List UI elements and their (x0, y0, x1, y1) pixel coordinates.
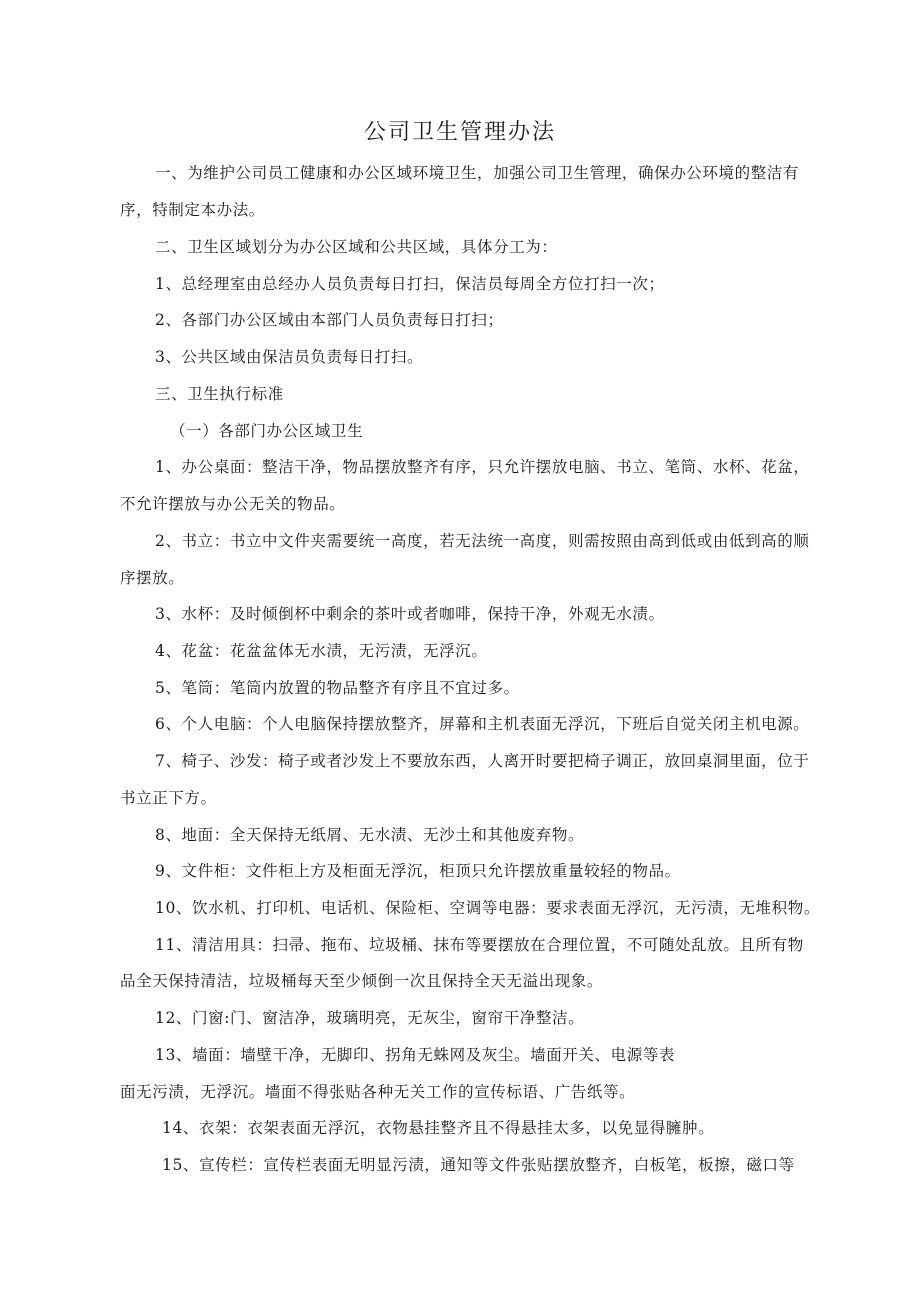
paragraph-line: 10、饮水机、打印机、电话机、保险柜、空调等电器：要求表面无浮沉，无污渍，无堆积物。 (155, 899, 820, 917)
paragraph-line: 13、墙面：墙壁干净，无脚印、拐角无蛛网及灰尘。墙面开关、电源等表 (155, 1046, 676, 1064)
paragraph-line: 序摆放。 (120, 569, 185, 587)
paragraph-line: 4、花盆：花盆盆体无水渍，无污渍，无浮沉。 (155, 642, 488, 660)
paragraph-line: 12、门窗:门、窗洁净，玻璃明亮，无灰尘，窗帘干净整洁。 (155, 1009, 585, 1027)
paragraph-line: 7、椅子、沙发：椅子或者沙发上不要放东西，人离开时要把椅子调正，放回桌洞里面，位于 (155, 752, 810, 770)
paragraph-line: 8、地面：全天保持无纸屑、无水渍、无沙土和其他废弃物。 (155, 826, 585, 844)
paragraph-line: 序，特制定本办法。 (120, 201, 265, 219)
paragraph-line: 9、文件柜：文件柜上方及柜面无浮沉，柜顶只允许摆放重量较轻的物品。 (155, 862, 681, 880)
paragraph-line: 15、宣传栏：宣传栏表面无明显污渍，通知等文件张贴摆放整齐，白板笔，板擦，磁口等 (162, 1156, 795, 1174)
subsection-heading: （一）各部门办公区域卫生 (170, 422, 364, 440)
section-heading: 三、卫生执行标准 (155, 385, 284, 403)
paragraph-line: 11、清洁用具：扫帚、拖布、垃圾桶、抹布等要摆放在合理位置，不可随处乱放。且所有物 (155, 936, 804, 954)
paragraph-line: 面无污渍，无浮沉。墙面不得张贴各种无关工作的宣传标语、广告纸等。 (120, 1083, 636, 1101)
paragraph-line: 书立正下方。 (120, 789, 217, 807)
paragraph-line: 1、办公桌面：整洁干净，物品摆放整齐有序，只允许摆放电脑、书立、笔筒、水杯、花盆， (155, 458, 810, 476)
paragraph-line: 3、公共区域由保洁员负责每日打扫。 (155, 348, 424, 366)
paragraph-line: 品全天保持清洁，垃圾桶每天至少倾倒一次且保持全天无溢出现象。 (120, 972, 604, 990)
paragraph-line: 14、衣架：衣架表面无浮沉，衣物悬挂整齐且不得悬挂太多，以免显得臃肿。 (162, 1119, 715, 1137)
paragraph-line: 二、卫生区域划分为办公区域和公共区域，具体分工为： (155, 238, 558, 256)
paragraph-line: 6、个人电脑：个人电脑保持摆放整齐，屏幕和主机表面无浮沉，下班后自觉关闭主机电源。 (155, 715, 810, 733)
paragraph-line: 5、笔筒：笔筒内放置的物品整齐有序且不宜过多。 (155, 679, 520, 697)
paragraph-line: 不允许摆放与办公无关的物品。 (120, 495, 346, 513)
paragraph-line: 3、水杯：及时倾倒杯中剩余的茶叶或者咖啡，保持干净，外观无水渍。 (155, 605, 665, 623)
document-title: 公司卫生管理办法 (363, 120, 556, 145)
paragraph-line: 2、各部门办公区域由本部门人员负责每日打扫； (155, 311, 504, 329)
paragraph-line: 一、为维护公司员工健康和办公区域环境卫生，加强公司卫生管理，确保办公环境的整洁有 (155, 164, 800, 182)
paragraph-line: 2、书立：书立中文件夹需要统一高度，若无法统一高度，则需按照由高到低或由低到高的顺 (155, 532, 810, 550)
paragraph-line: 1、总经理室由总经办人员负责每日打扫，保洁员每周全方位打扫一次； (155, 275, 665, 293)
